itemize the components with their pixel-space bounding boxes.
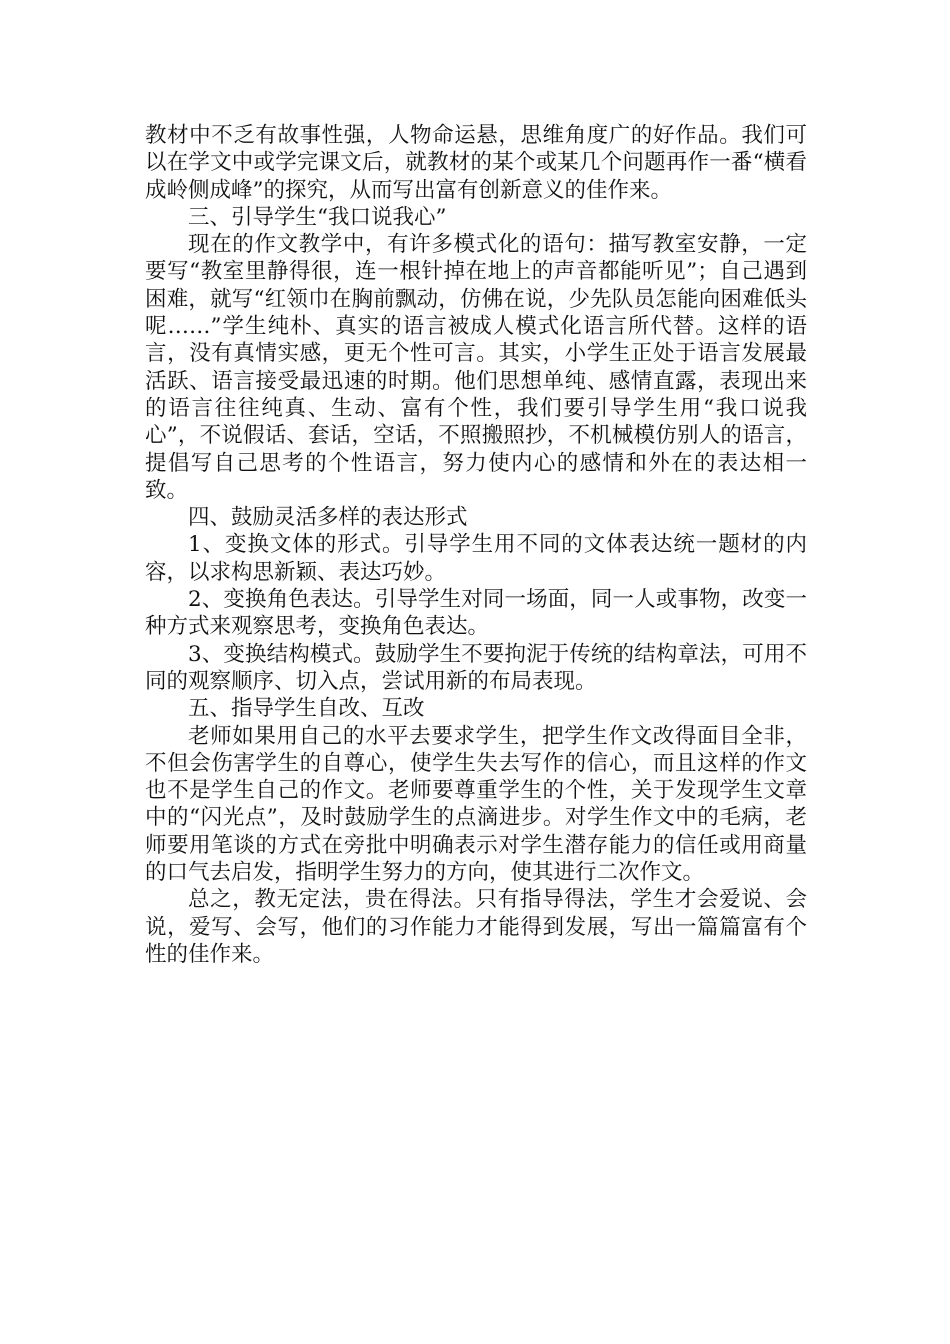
document-body: [145, 122, 807, 968]
section-heading-3: 三、引导学生“我口说我心”: [188, 204, 447, 230]
section-heading-4: 四、鼓励灵活多样的表达形式: [188, 505, 468, 531]
paragraph-conclusion: 总之，教无定法，贵在得法。只有指导得法，学生才会爱说、会说，爱写、会写，他们的习作能力才能得到发展，写出一篇篇富有个性的佳作来。: [145, 887, 807, 967]
paragraph-intro: 教材中不乏有故事性强，人物命运悬，思维角度广的好作品。我们可以在学文中或学完课文后，就教材的某个或某几个问题再作一番“横看成岭侧成峰”的探究，从而写出富有创新意义的佳作来。: [145, 123, 807, 203]
paragraph-item-1: 1、变换文体的形式。引导学生用不同的文体表达统一题材的内容，以求构思新颖、表达巧妙。: [145, 532, 807, 585]
section-heading-5: 五、指导学生自改、互改: [188, 696, 425, 722]
paragraph-section-3: 现在的作文教学中，有许多模式化的语句：描写教室安静，一定要写“教室里静得很，连一根针掉在地上的声音都能听见”；自己遇到困难，就写“红领巾在胸前飘动，仿佛在说，少先队员怎能向困难低头呢……”学生纯朴、真实的语言被成人模式化语言所代替。这样的语言，没有真情实感，更无个性可言。其实，小学生正处于语言发展最活跃、语言接受最迅速的时期。他们思想单纯、感情直露，表现出来的语言往往纯真、生动、富有个性，我们要引导学生用“我口说我心”，不说假话、套话，空话，不照搬照抄，不机械模仿别人的语言，提倡写自己思考的个性语言，努力使内心的感情和外在的表达相一致。: [145, 232, 807, 503]
paragraph-item-2: 2、变换角色表达。引导学生对同一场面，同一人或事物，改变一种方式来观察思考，变换角色表达。: [145, 587, 807, 640]
paragraph-item-3: 3、变换结构模式。鼓励学生不要拘泥于传统的结构章法，可用不同的观察顺序、切入点，尝试用新的布局表现。: [145, 641, 807, 694]
paragraph-section-5: 老师如果用自己的水平去要求学生，把学生作文改得面目全非，不但会伤害学生的自尊心，使学生失去写作的信心，而且这样的作文也不是学生自己的作文。老师要尊重学生的个性，关于发现学生文章中的“闪光点”，及时鼓励学生的点滴进步。对学生作文中的毛病，老师要用笔谈的方式在旁批中明确表示对学生潜存能力的信任或用商量的口气去启发，指明学生努力的方向，使其进行二次作文。: [145, 723, 807, 886]
